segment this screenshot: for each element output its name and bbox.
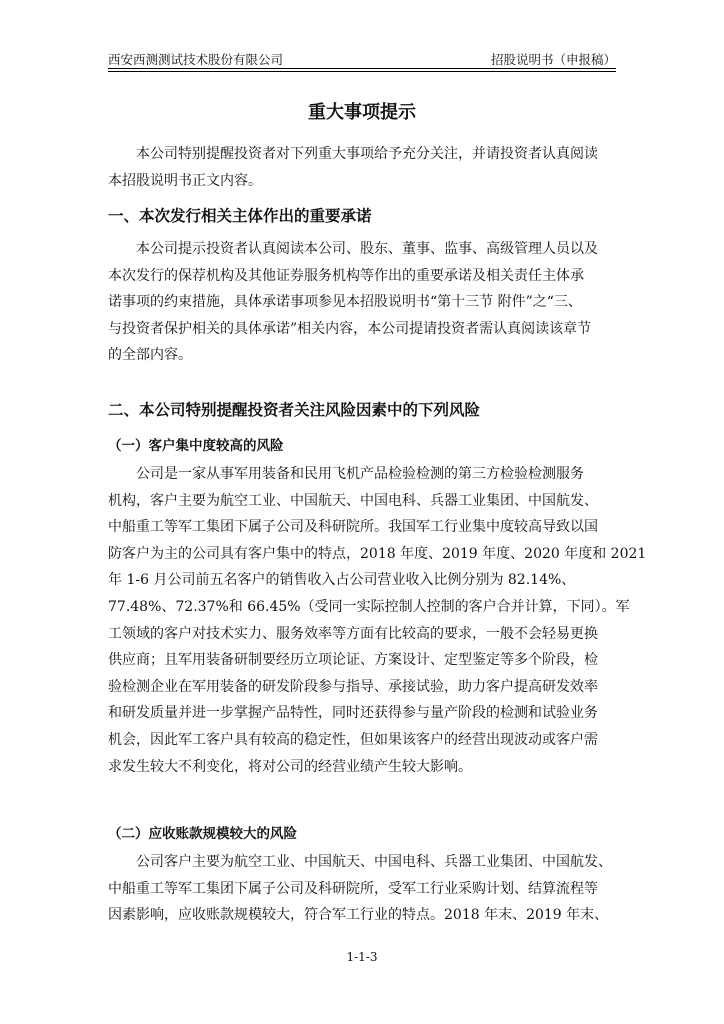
- intro-paragraph: [108, 141, 616, 194]
- paragraph-line: 本次发行的保荐机构及其他证券服务机构等作出的重要承诺及相关责任主体承: [108, 267, 584, 284]
- paragraph-line: 公司是一家从事军用装备和民用飞机产品检验检测的第三方检验检测服务: [136, 466, 584, 482]
- paragraph-line: 因素影响，应收账款规模较大，符合军工行业的特点。2018 年末、2019 年末、: [108, 907, 609, 924]
- header-company: 西安西测测试技术股份有限公司: [108, 52, 284, 67]
- header-doc-title: 招股说明书（申报稿）: [490, 52, 616, 67]
- subsection1-heading: （一）客户集中度较高的风险: [108, 438, 284, 454]
- section1-paragraph: [108, 236, 616, 369]
- section2-heading: 二、本公司特别提醒投资者关注风险因素中的下列风险: [108, 401, 481, 419]
- paragraph-line: 验检测企业在军用装备的研发阶段参与指导、承接试验，助力客户提高研发效率: [108, 678, 598, 695]
- paragraph-line: 机会，因此军工客户具有较高的稳定性，但如果该客户的经营出现波动或客户需: [108, 731, 598, 748]
- subsection1-paragraph: [108, 461, 647, 780]
- paragraph-line: 中船重工等军工集团下属子公司及科研院所，受军工行业采购计划、结算流程等: [108, 880, 598, 897]
- page-title: 重大事项提示: [308, 102, 416, 123]
- paragraph-line: 机构，客户主要为航空工业、中国航天、中国电科、兵器工业集团、中国航发、: [108, 492, 598, 509]
- subsection2-heading: （二）应收账款规模较大的风险: [108, 826, 297, 842]
- paragraph-line: 与投资者保护相关的具体承诺”相关内容，本公司提请投资者需认真阅读该章节: [108, 320, 592, 337]
- paragraph-line: 诺事项的约束措施，具体承诺事项参见本招股说明书“第十三节 附件”之“三、: [108, 294, 582, 311]
- paragraph-line: 公司客户主要为航空工业、中国航天、中国电科、兵器工业集团、中国航发、: [136, 854, 612, 870]
- paragraph-line: 和研发质量并进一步掌握产品特性，同时还获得参与量产阶段的检测和试验业务: [108, 705, 598, 722]
- paragraph-line: 77.48%、72.37%和 66.45%（受同一实际控制人控制的客户合并计算，下同）。军: [108, 598, 630, 615]
- intro-line: 本招股说明书正文内容。: [108, 172, 262, 189]
- paragraph-line: 本公司提示投资者认真阅读本公司、股东、董事、监事、高级管理人员以及: [136, 241, 598, 257]
- section1-heading: 一、本次发行相关主体作出的重要承诺: [108, 207, 372, 225]
- header-rule-thick: [108, 68, 616, 69]
- paragraph-line: 防客户为主的公司具有客户集中的特点，2018 年度、2019 年度、2020 年度和 2021: [108, 545, 647, 562]
- paragraph-line: 的全部内容。: [108, 347, 192, 364]
- paragraph-line: 供应商；且军用装备研制要经历立项论证、方案设计、定型鉴定等多个阶段，检: [108, 652, 598, 669]
- intro-line: 本公司特别提醒投资者对下列重大事项给予充分关注，并请投资者认真阅读: [136, 146, 598, 162]
- paragraph-line: 年 1-6 月公司前五名客户的销售收入占公司营业收入比例分别为 82.14%、: [108, 572, 576, 589]
- page-header: [108, 50, 616, 68]
- subsection2-paragraph: [108, 849, 616, 929]
- header-rule-thin: [108, 71, 616, 72]
- page-number: 1-1-3: [346, 950, 378, 964]
- paragraph-line: 求发生较大不利变化，将对公司的经营业绩产生较大影响。: [108, 758, 472, 775]
- paragraph-line: 中船重工等军工集团下属子公司及科研院所。我国军工行业集中度较高导致以国: [108, 519, 598, 536]
- paragraph-line: 工领域的客户对技术实力、服务效率等方面有比较高的要求，一般不会轻易更换: [108, 625, 598, 642]
